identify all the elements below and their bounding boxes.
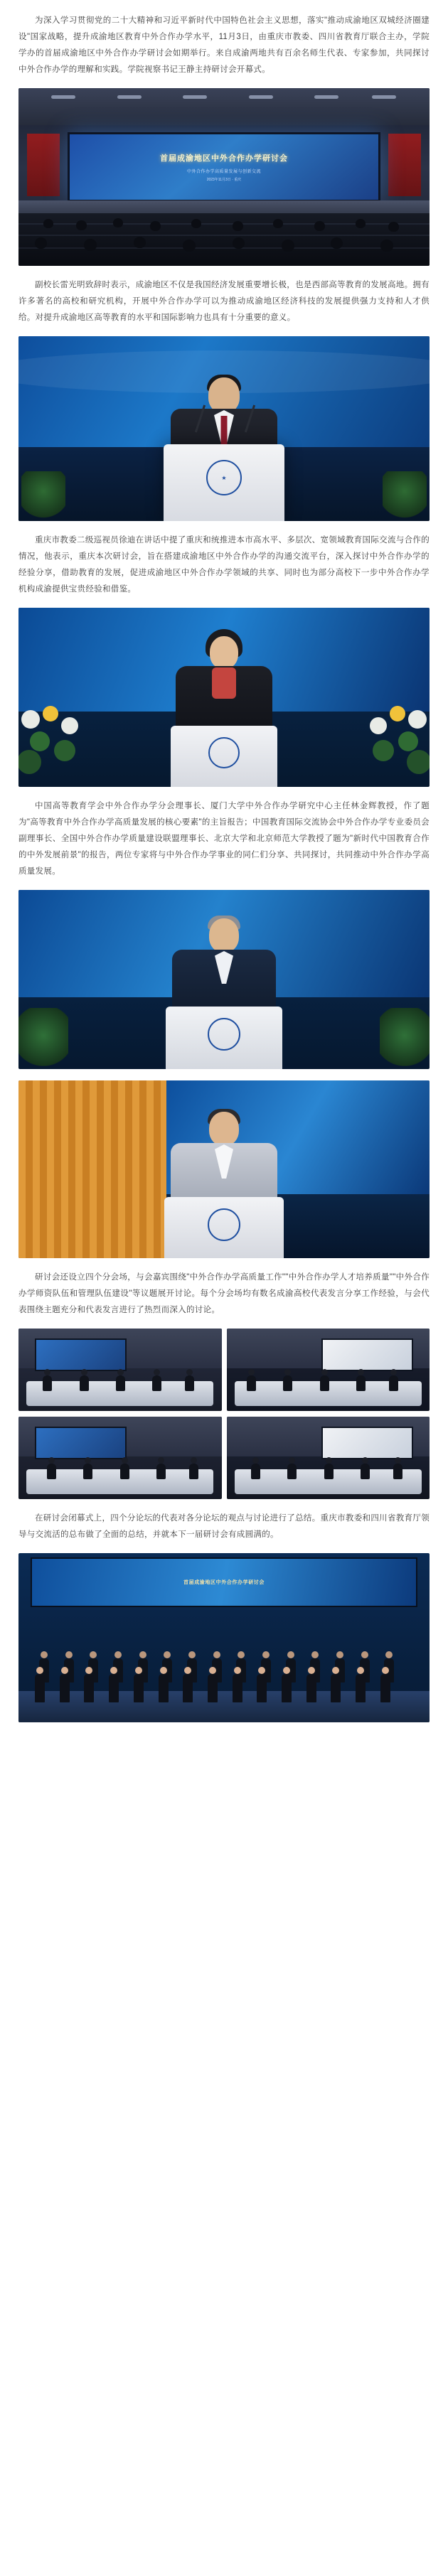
- ceiling-light: [314, 95, 338, 99]
- speaker-head: [209, 918, 239, 952]
- potted-plant: [383, 471, 427, 521]
- paragraph-2: 副校长雷光明致辞时表示，成渝地区不仅是我国经济发展重要增长极，也是西部高等教育的发展高地。拥有许多著名的高校和研究机构，开展中外合作办学可以为推动成渝地区经济科技的发展提供强力支持和人才供给。对提升成渝地区高等教育的水平和国际影响力也具有十分重要的意义。: [18, 281, 430, 322]
- audience-head: [233, 221, 243, 231]
- photo-breakout-c: [18, 1417, 222, 1499]
- photo-group: [18, 1553, 430, 1722]
- background-led-screen: [31, 1557, 417, 1607]
- stage-curtain: [18, 1080, 166, 1258]
- ceiling-light: [249, 95, 273, 99]
- figure-opening-ceremony: [18, 88, 430, 266]
- audience-head: [35, 237, 47, 249]
- ceiling-light: [51, 95, 75, 99]
- photo-senior-speaker: [18, 890, 430, 1069]
- paragraph-4: 中国高等教育学会中外合作办学分会理事长、厦门大学中外合作办学研究中心主任林金辉教授，作了题为"高等教育中外合作办学高质量发展的核心要素"的主旨报告；中国教育国际交流协会中外合作办学专业委员会副理事长、全国中外合作办学质量建设联盟理事长、北京大学和北京师范大学教授了题为"新时代中国教育合作的中外发展前景"的报告，两位专家将与中外合作办学事业的同仁们分享、共同探讨，共同推动中外合作办学高质量发展。: [18, 802, 430, 876]
- podium: [164, 444, 284, 521]
- photo-breakout-d: [227, 1417, 430, 1499]
- display-screen: [321, 1338, 414, 1371]
- stage-floor: [18, 1691, 430, 1722]
- audience-head: [150, 221, 161, 231]
- figure-female-speaker: [18, 608, 430, 787]
- paragraph-5: 研讨会还设立四个分会场，与会嘉宾围绕"中外合作办学高质量工作""中外合作办学人才培养质量""中外合作办学师资队伍和管理队伍建设"等议题展开讨论。每个分会场均有数名成渝高校代表发言分享工作经验，与会代表围绕主题充分和代表发言进行了热烈而深入的讨论。: [18, 1273, 430, 1314]
- audience-head: [282, 240, 294, 252]
- podium: [164, 1197, 284, 1258]
- stage-led-screen: [68, 132, 380, 202]
- university-emblem-icon: [208, 737, 240, 768]
- side-banner-left: [27, 134, 60, 196]
- display-screen: [35, 1338, 127, 1371]
- university-emblem-icon: [208, 1208, 240, 1241]
- side-banner-right: [388, 134, 421, 196]
- display-screen: [35, 1427, 127, 1459]
- audience-head: [380, 240, 393, 252]
- audience-head: [134, 237, 146, 248]
- screen-title: 首届成渝地区中外合作办学研讨会: [160, 154, 288, 163]
- audience-head: [183, 240, 196, 252]
- podium: [166, 1007, 282, 1069]
- photo-female-speaker: [18, 608, 430, 787]
- screen-subtitle: 中外合作办学高质量发展与创新交流: [186, 170, 261, 174]
- flower-bouquet-left: [18, 703, 105, 787]
- audience-head: [388, 222, 399, 232]
- podium: [171, 726, 277, 787]
- ceiling-light: [372, 95, 396, 99]
- display-screen: [321, 1427, 414, 1459]
- university-emblem-icon: ★: [206, 460, 242, 495]
- photo-breakout-a: [18, 1329, 222, 1411]
- potted-plant: [21, 471, 65, 521]
- audience-head: [84, 239, 97, 251]
- screen-title: 首届成渝地区中外合作办学研讨会: [183, 1580, 265, 1585]
- breakout-row-1: [18, 1329, 430, 1411]
- paragraph-6: 在研讨会闭幕式上，四个分论坛的代表对各分论坛的观点与讨论进行了总结。重庆市教委和四川省教育厅领导与交流活的总布做了全面的总结，并就本下一届研讨会有成圆满的。: [18, 1514, 430, 1539]
- speaker-head: [209, 1112, 239, 1146]
- audience-head: [356, 219, 366, 228]
- speaker-head: [210, 636, 238, 669]
- screen-date: 2023年11月3日 · 重庆: [206, 178, 242, 182]
- university-emblem-icon: [208, 1018, 240, 1051]
- figure-speaker-light-suit: [18, 1080, 430, 1258]
- figure-senior-speaker: [18, 890, 430, 1069]
- paragraph-1: 为深入学习贯彻党的二十大精神和习近平新时代中国特色社会主义思想，落实"推动成渝地区双城经济圈建设"国家战略，提升成渝地区教育中外合作办学水平，11月3日，由重庆市教委、四川省教育厅联合主办，学院学办的首届成渝地区中外合作办学研讨会如期举行。来自成渝两地共有百余名师生代表、专家参加，共同探讨中外合作办学的理解和实践。学院视察书记王静主持研讨会开幕式。: [18, 16, 430, 74]
- audience-head: [191, 219, 201, 228]
- potted-plant: [18, 1008, 68, 1069]
- audience-head: [76, 220, 87, 230]
- photo-auditorium: [18, 88, 430, 266]
- audience-head: [273, 219, 283, 228]
- figure-breakout-sessions: [18, 1329, 430, 1499]
- speaker-head: [208, 377, 240, 413]
- speaker-scarf: [212, 667, 236, 699]
- audience-head: [233, 237, 245, 249]
- figure-vice-president-speech: [18, 336, 430, 521]
- paragraph-3: 重庆市教委二级巡视员徐迪在讲话中提了重庆和统推进本市高水平、多层次、宽领域教育国际交流与合作的情况，他表示，重庆本次研讨会，旨在搭建成渝地区中外合作办学的沟通交流平台，深入探讨中外合作办学的经验分享，借助教育的发展，促进成渝地区中外合作办学领域的共享、同时也为部分高校下一步中外合作办学机构成渝提供宝贵经验和借鉴。: [18, 536, 430, 594]
- figure-group-photo: [18, 1553, 430, 1722]
- ceiling-light: [183, 95, 207, 99]
- ceiling-light: [117, 95, 142, 99]
- potted-plant: [380, 1008, 430, 1069]
- audience-area: [18, 213, 430, 266]
- audience-head: [43, 219, 53, 228]
- flower-bouquet-right: [343, 703, 430, 787]
- audience-head: [113, 218, 123, 227]
- photo-speaker-podium: [18, 336, 430, 521]
- photo-breakout-b: [227, 1329, 430, 1411]
- photo-speaker-light-suit: [18, 1080, 430, 1258]
- speaker-tie: [221, 416, 228, 444]
- breakout-row-2: [18, 1417, 430, 1499]
- audience-head: [314, 221, 325, 231]
- ceiling: [18, 88, 430, 125]
- audience-head: [331, 237, 343, 249]
